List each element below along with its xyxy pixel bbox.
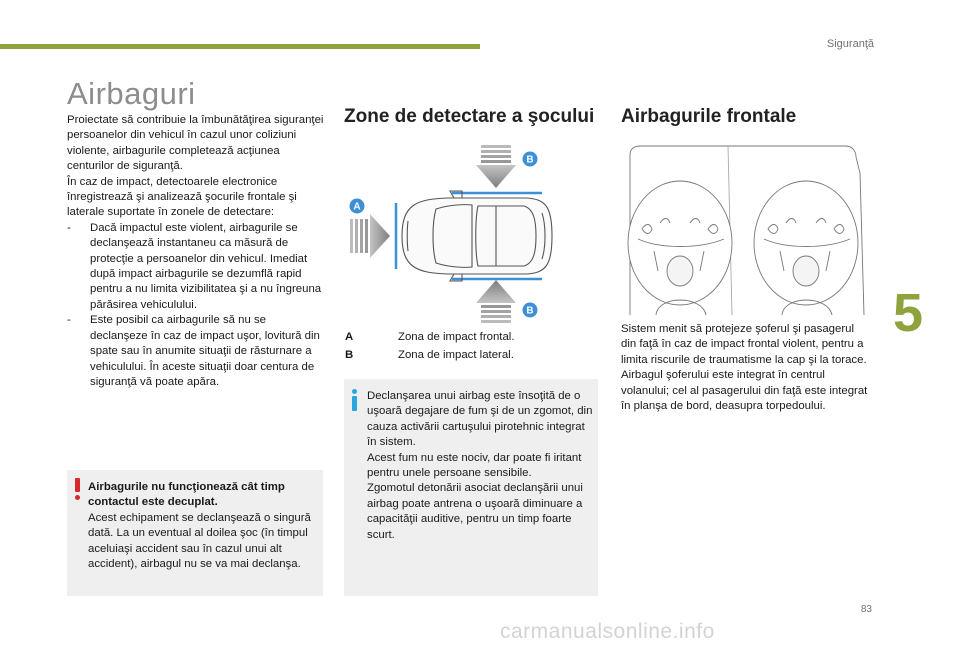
chapter-number: 5	[893, 283, 924, 343]
watermark: carmanualsonline.info	[500, 620, 715, 643]
bullet-text: Este posibil ca airbagurile să nu se declanşeze în caz de impact uşor, lovitură din spate sau în anumite situaţii de răsturnare a vehiculului. În aceste situaţii doar centura de siguranţă vă poate apăra.	[90, 314, 320, 388]
info-line: Declanşarea unui airbag este însoţită de o uşoară degajare de fum şi de un zgomot, din cauza activării cartuşului pirotehnic integrat în sistem.	[367, 390, 593, 449]
header-accent-bar	[0, 44, 480, 49]
info-box	[344, 379, 598, 596]
zone-b-bottom-badge	[523, 303, 538, 318]
warning-body-text: Acest echipament se declanşează o singură dată. La un eventual al doilea şoc (în timpul aceluiaşi accident sau în cazul unui alt accident), airbagul nu se va mai declanşa.	[88, 511, 311, 571]
bottom-impact-arrow	[476, 280, 516, 323]
section-name: Siguranţă	[826, 38, 874, 50]
intro-paragraph: Proiectate să contribuie la îmbunătăţirea siguranţei persoanelor din vehicul în cazul unor coliziuni violente, airbagurile completează acţiunea centurilor de siguranţă.	[67, 114, 324, 173]
zone-b-top-badge	[523, 152, 538, 167]
warning-text	[88, 480, 314, 572]
zone-b-label: B	[526, 305, 534, 317]
front-impact-arrow	[350, 214, 390, 258]
page-title: Airbaguri	[67, 76, 196, 111]
info-line: Acest fum nu este nociv, dar poate fi iritant pentru unele persoane sensibile.	[367, 451, 582, 480]
legend-row	[345, 346, 595, 364]
passenger-airbag	[754, 181, 858, 315]
zones-legend	[345, 328, 595, 364]
intro-column	[67, 113, 324, 390]
bullet-text: Dacă impactul este violent, airbagurile se declanşează instantaneu ca măsură de protecţie a persoanelor din vehicul. Imediat după impact airbagurile se dezumflă rapid pentru a nu limita vizibilitatea şi a nu îngreuna părăsirea vehiculului.	[90, 221, 322, 311]
frontal-airbags-illustration	[620, 143, 866, 315]
legend-key: A	[345, 331, 354, 343]
impact-zones-diagram	[344, 143, 554, 325]
zones-heading: Zone de detectare a şocului	[344, 106, 595, 127]
driver-airbag	[628, 181, 732, 315]
legend-key: B	[345, 349, 354, 361]
frontal-paragraph: Airbagul şoferului este integrat în centrul volanului; cel al pasagerului din faţă este integrat în planşa de bord, deasupra torpedoului.	[621, 369, 868, 413]
info-icon	[352, 389, 357, 411]
frontal-paragraph: Sistem menit să protejeze şoferul şi pasagerul din faţă în caz de impact frontal violent, pentru a limita riscurile de traumatisme la cap şi la torace.	[621, 323, 867, 366]
frontal-text	[621, 322, 871, 414]
top-impact-arrow	[476, 145, 516, 188]
car-top-view	[402, 191, 552, 281]
legend-row	[345, 328, 595, 346]
bullet-item: - Este posibil ca airbagurile să nu se declanşeze în caz de impact uşor, lovitură din spate sau în anumite situaţii de răsturnare a vehiculului. În aceste situaţii doar centura de siguranţă vă poate apăra.	[67, 314, 320, 388]
bullet-item: - Dacă impactul este violent, airbagurile se declanşează instantaneu ca măsură de protecţie a persoanelor din vehicul. Imediat după impact airbagurile se dezumflă rapid pentru a nu limita vizibilitatea şi a nu îngreuna părăsirea vehiculului.	[67, 221, 322, 311]
warning-box	[67, 470, 323, 596]
info-text	[367, 389, 593, 543]
zone-a-label: A	[353, 201, 361, 213]
zone-a-badge	[350, 199, 365, 214]
zone-b-label: B	[526, 154, 534, 166]
warning-bold-text: Airbagurile nu funcţionează cât timp contactul este decuplat.	[88, 481, 285, 509]
info-line: Zgomotul detonării asociat declanşării unui airbag poate antrena o uşoară diminuare a capacităţii auditive, pentru un timp foarte scurt.	[367, 482, 583, 541]
intro-paragraph: În caz de impact, detectoarele electronice înregistrează şi analizează şocurile frontale şi laterale suportate în zonele de detectare:	[67, 175, 297, 219]
warning-icon	[75, 478, 80, 500]
legend-text: Zona de impact lateral.	[398, 349, 514, 361]
frontal-heading: Airbagurile frontale	[621, 106, 797, 127]
page-number: 83	[860, 604, 872, 615]
intro-bullet-list	[67, 221, 324, 390]
legend-text: Zona de impact frontal.	[398, 331, 515, 343]
